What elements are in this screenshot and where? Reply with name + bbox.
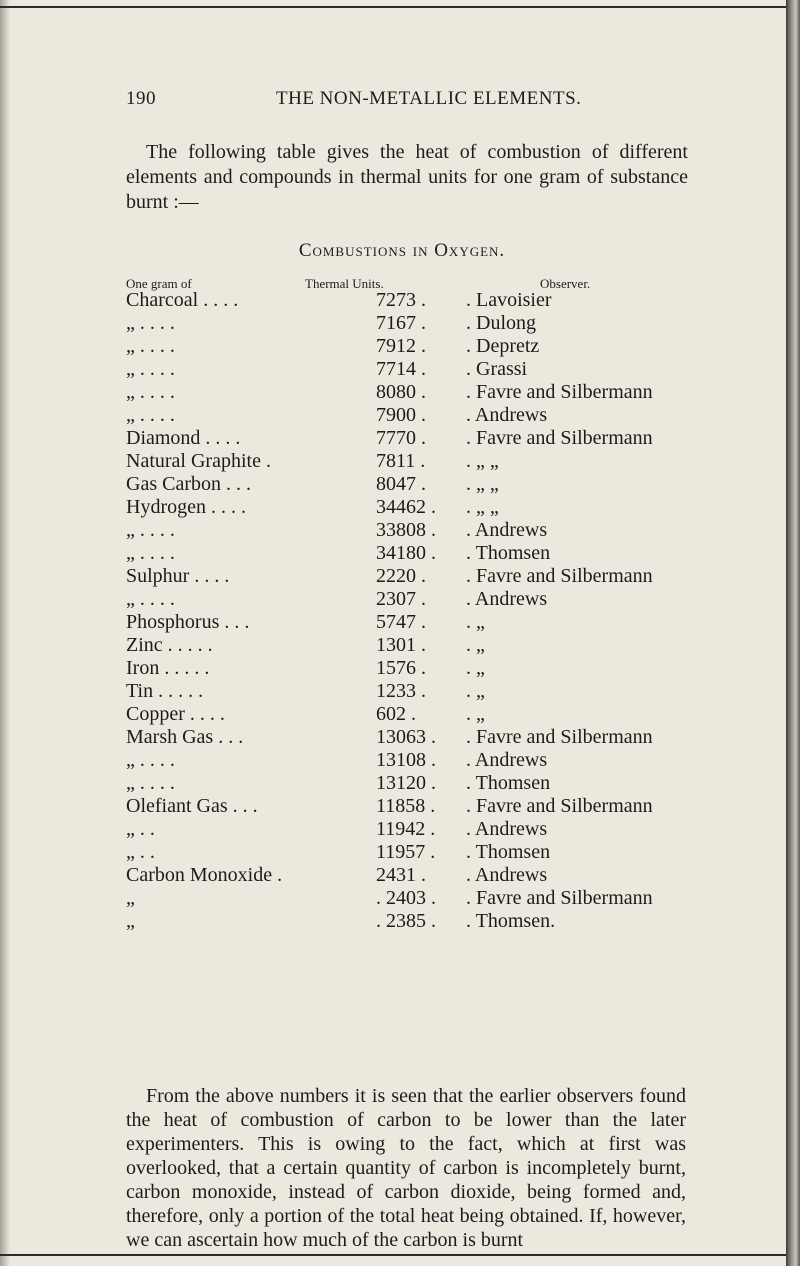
thermal-units-cell: 34180 . [376, 542, 436, 564]
table-row [126, 427, 686, 450]
intro-paragraph [126, 140, 688, 215]
table-row [126, 611, 686, 634]
table-row [126, 381, 686, 404]
thermal-units-cell: 33808 . [376, 519, 436, 541]
observer-cell: . „ „ [466, 450, 499, 472]
observer-cell: . Favre and Silbermann [466, 565, 653, 587]
substance-cell: Natural Graphite . [126, 450, 271, 472]
column-header-units: Thermal Units. [305, 276, 384, 291]
observer-cell: . Andrews [466, 749, 548, 771]
table-row [126, 496, 686, 519]
observer-cell: . Depretz [466, 335, 540, 357]
observer-cell: . Andrews [466, 864, 548, 886]
thermal-units-cell: 602 . [376, 703, 416, 725]
table-row [126, 772, 686, 795]
observer-cell: . Thomsen [466, 772, 551, 794]
thermal-units-cell: 11957 . [376, 841, 436, 863]
thermal-units-cell: 5747 . [376, 611, 426, 633]
page-gutter-shadow [0, 0, 10, 1266]
observer-cell: . „ [466, 611, 485, 633]
substance-cell: Phosphorus . . . [126, 611, 250, 633]
observer-cell: . Grassi [466, 358, 528, 380]
substance-cell: „ . . . . [126, 588, 175, 610]
page-number: 190 [126, 88, 156, 109]
thermal-units-cell: 11942 . [376, 818, 436, 840]
thermal-units-cell: 7811 . [376, 450, 426, 472]
table-row [126, 634, 686, 657]
substance-cell: Sulphur . . . . [126, 565, 230, 587]
thermal-units-cell: 2220 . [376, 565, 426, 587]
thermal-units-cell: 7273 . [376, 289, 426, 311]
conclusion-text: From the above numbers it is seen that the earlier observers found the heat of combustion of carbon to be lower than the later experimenters. This is owing to the fact, which at first was overlooked, that a certain quantity of carbon is incompletely burnt, carbon monoxide, instead of carbon dioxide, being formed and, therefore, only a portion of the total heat being obtained. If, however, we can ascertain how much of the carbon is burnt [126, 1085, 686, 1251]
substance-cell: „ . . . . [126, 381, 175, 403]
thermal-units-cell: 7770 . [376, 427, 426, 449]
table-row [126, 450, 686, 473]
table-title: Combustions in Oxygen. [298, 240, 506, 261]
book-binding-edge [786, 0, 800, 1266]
table-row [126, 404, 686, 427]
substance-cell: „ . . [126, 818, 155, 840]
observer-cell: . Thomsen [466, 542, 551, 564]
table-row [126, 542, 686, 565]
observer-cell: . Andrews [466, 588, 548, 610]
table-row [126, 841, 686, 864]
substance-cell: „ . . . . [126, 404, 175, 426]
thermal-units-cell: 13108 . [376, 749, 436, 771]
substance-cell: Tin . . . . . [126, 680, 204, 702]
observer-cell: . Favre and Silbermann [466, 726, 653, 748]
thermal-units-cell: . 2403 . [376, 887, 436, 909]
substance-cell: „ . . [126, 841, 155, 863]
observer-cell: . „ [466, 634, 485, 656]
substance-cell: Copper . . . . [126, 703, 225, 725]
observer-cell: . „ „ [466, 473, 499, 495]
table-row [126, 335, 686, 358]
observer-cell: . „ [466, 680, 485, 702]
top-rule [0, 6, 786, 8]
table-row [126, 887, 686, 910]
substance-cell: „ . . . . [126, 519, 175, 541]
observer-cell: . „ „ [466, 496, 499, 518]
table-row [126, 312, 686, 335]
substance-cell: Carbon Monoxide . [126, 864, 283, 886]
substance-cell: „ [126, 910, 135, 932]
table-row [126, 289, 686, 312]
column-header-substance: One gram of [126, 276, 192, 291]
conclusion-paragraph [126, 1084, 686, 1252]
observer-cell: . Dulong [466, 312, 536, 334]
thermal-units-cell: 7167 . [376, 312, 426, 334]
table-row [126, 749, 686, 772]
thermal-units-cell: 1233 . [376, 680, 426, 702]
observer-cell: . „ [466, 703, 485, 725]
thermal-units-cell: 13120 . [376, 772, 436, 794]
table-row [126, 565, 686, 588]
substance-cell: „ . . . . [126, 749, 175, 771]
table-row [126, 473, 686, 496]
substance-cell: Hydrogen . . . . [126, 496, 246, 518]
thermal-units-cell: . 2385 . [376, 910, 436, 932]
observer-cell: . Lavoisier [466, 289, 552, 311]
bottom-rule [0, 1254, 786, 1256]
observer-cell: . Thomsen [466, 841, 551, 863]
thermal-units-cell: 2431 . [376, 864, 426, 886]
substance-cell: Zinc . . . . . [126, 634, 213, 656]
observer-cell: . Favre and Silbermann [466, 381, 653, 403]
substance-cell: Iron . . . . . [126, 657, 210, 679]
column-header-observer: Observer. [540, 276, 591, 291]
observer-cell: . „ [466, 657, 485, 679]
thermal-units-cell: 2307 . [376, 588, 426, 610]
substance-cell: „ . . . . [126, 358, 175, 380]
observer-cell: . Thomsen. [466, 910, 556, 932]
table-row [126, 657, 686, 680]
substance-cell: Charcoal . . . . [126, 289, 239, 311]
observer-cell: . Favre and Silbermann [466, 427, 653, 449]
combustion-table [126, 289, 686, 933]
substance-cell: Marsh Gas . . . [126, 726, 244, 748]
table-row [126, 726, 686, 749]
substance-cell: „ . . . . [126, 312, 175, 334]
table-row [126, 703, 686, 726]
substance-cell: „ [126, 887, 135, 909]
table-row [126, 358, 686, 381]
substance-cell: „ . . . . [126, 772, 175, 794]
observer-cell: . Andrews [466, 404, 548, 426]
table-row [126, 680, 686, 703]
table-row [126, 864, 686, 887]
thermal-units-cell: 8080 . [376, 381, 426, 403]
thermal-units-cell: 13063 . [376, 726, 436, 748]
page-header [126, 88, 678, 114]
intro-text: The following table gives the heat of combustion of different elements and compounds in thermal units for one gram of substance burnt :— [126, 141, 688, 213]
thermal-units-cell: 7900 . [376, 404, 426, 426]
thermal-units-cell: 8047 . [376, 473, 426, 495]
running-title: THE NON-METALLIC ELEMENTS. [276, 88, 582, 109]
table-row [126, 795, 686, 818]
table-row [126, 910, 686, 933]
substance-cell: Olefiant Gas . . . [126, 795, 258, 817]
thermal-units-cell: 1301 . [376, 634, 426, 656]
substance-cell: Diamond . . . . [126, 427, 241, 449]
substance-cell: Gas Carbon . . . [126, 473, 251, 495]
observer-cell: . Favre and Silbermann [466, 795, 653, 817]
thermal-units-cell: 11858 . [376, 795, 436, 817]
table-row [126, 588, 686, 611]
observer-cell: . Andrews [466, 818, 548, 840]
substance-cell: „ . . . . [126, 335, 175, 357]
observer-cell: . Andrews [466, 519, 548, 541]
substance-cell: „ . . . . [126, 542, 175, 564]
thermal-units-cell: 7714 . [376, 358, 426, 380]
observer-cell: . Favre and Silbermann [466, 887, 653, 909]
table-row [126, 519, 686, 542]
thermal-units-cell: 34462 . [376, 496, 436, 518]
thermal-units-cell: 1576 . [376, 657, 426, 679]
thermal-units-cell: 7912 . [376, 335, 426, 357]
table-row [126, 818, 686, 841]
